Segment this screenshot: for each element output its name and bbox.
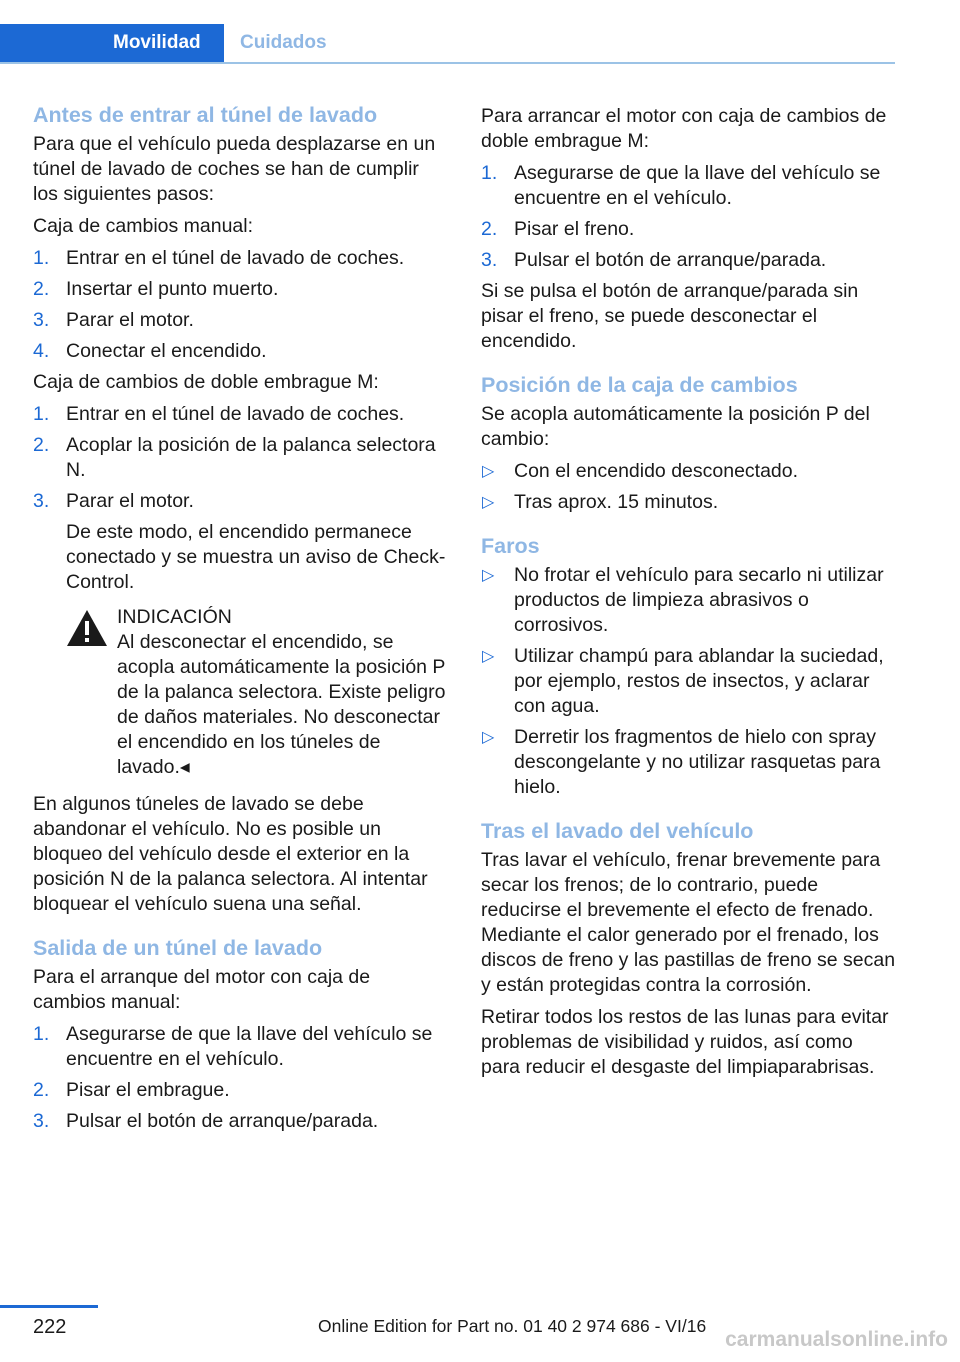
step-number: 2.	[33, 278, 50, 300]
tab-movilidad[interactable]: Movilidad	[0, 24, 224, 62]
step-text: Insertar el punto muerto.	[66, 278, 279, 300]
warning-triangle-icon	[66, 609, 108, 647]
step-text: Conectar el encendido.	[66, 340, 267, 362]
start-dct-steps-list	[481, 161, 896, 273]
paragraph: Para que el vehículo pueda desplazarse en un túnel de lavado de coches se han de cumplir los siguientes pasos:	[33, 133, 436, 205]
section-title-entering-wash: Antes de entrar al túnel de lavado	[33, 103, 378, 127]
edition-footer: Online Edition for Part no. 01 40 2 974 686 - VI/16	[318, 1316, 707, 1336]
list-item	[33, 1078, 448, 1103]
triangle-right-icon: ▷	[482, 648, 495, 665]
list-item	[481, 459, 896, 484]
paragraph: Se acopla automáticamente la posición P del cambio:	[481, 403, 870, 450]
paragraph: En algunos túneles de lavado se debe abandonar el vehículo. No es posible un bloqueo del vehículo desde el exterior en la posición N de la palanca selectora. Al intentar bloquear el vehículo suena una señal.	[33, 793, 428, 915]
list-item	[33, 246, 448, 271]
section-title-headlights: Faros	[481, 534, 540, 558]
list-item	[33, 402, 448, 427]
warning-title: INDICACIÓN	[117, 606, 232, 628]
paragraph: Retirar todos los restos de las lunas para evitar problemas de visibilidad y ruidos, así como para reducir el desgaste del limpiaparabrisas.	[481, 1006, 889, 1078]
step-number: 1.	[33, 1023, 50, 1045]
step-text: Acoplar la posición de la palanca selectora N.	[66, 434, 436, 481]
item-text: Utilizar champú para ablandar la suciedad, por ejemplo, restos de insectos, y aclarar con agua.	[514, 645, 884, 717]
step-number: 3.	[33, 1110, 50, 1132]
list-item	[33, 433, 448, 483]
header-bar	[0, 24, 895, 64]
step-number: 2.	[33, 1079, 50, 1101]
step-number: 3.	[481, 249, 498, 271]
page-number: 222	[33, 1316, 67, 1338]
item-text: Derretir los fragmentos de hielo con spray descongelante y no utilizar rasquetas para hielo.	[514, 726, 881, 798]
step-number: 1.	[33, 403, 50, 425]
list-item	[481, 217, 896, 242]
item-text: No frotar el vehículo para secarlo ni utilizar productos de limpieza abrasivos o corrosivos.	[514, 564, 884, 636]
step-text: Asegurarse de que la llave del vehículo se encuentre en el vehículo.	[514, 162, 881, 209]
list-item	[33, 339, 448, 364]
section-title-after-wash: Tras el lavado del vehículo	[481, 819, 754, 843]
list-item	[481, 644, 896, 719]
step-text: Pulsar el botón de arranque/parada.	[66, 1110, 379, 1132]
step-text: Pisar el embrague.	[66, 1079, 230, 1101]
step-number: 2.	[33, 434, 50, 456]
paragraph: Tras lavar el vehículo, frenar brevemente para secar los frenos; de lo contrario, puede reducirse el brevemente el efecto de frenado. Mediante el calor generado por el frenado, los discos de freno y las pastillas de freno se secan y están protegidas contra la corrosión.	[481, 849, 896, 996]
list-item	[481, 161, 896, 211]
item-text: Tras aprox. 15 minutos.	[514, 491, 719, 513]
right-column	[481, 100, 896, 1087]
step-text: Pulsar el botón de arranque/parada.	[514, 249, 827, 271]
step-text: Entrar en el túnel de lavado de coches.	[66, 403, 405, 425]
tab-cuidados[interactable]: Cuidados	[240, 32, 327, 53]
list-item	[33, 1022, 448, 1072]
triangle-right-icon: ▷	[482, 729, 495, 746]
gear-position-list	[481, 459, 896, 515]
paragraph: Si se pulsa el botón de arranque/parada sin pisar el freno, se puede desconectar el encendido.	[481, 280, 859, 352]
step-text: Pisar el freno.	[514, 218, 635, 240]
step-number: 2.	[481, 218, 498, 240]
step-number: 3.	[33, 490, 50, 512]
page-number-rule	[0, 1305, 98, 1308]
dct-steps-list	[33, 402, 448, 595]
paragraph: Caja de cambios manual:	[33, 215, 254, 237]
paragraph: Caja de cambios de doble embrague M:	[33, 371, 379, 393]
item-text: Con el encendido desconectado.	[514, 460, 799, 482]
step-number: 1.	[33, 247, 50, 269]
step-note: De este modo, el encendido permanece conectado y se muestra un aviso de Check-Control.	[66, 521, 446, 593]
left-column	[33, 100, 448, 1140]
watermark: carmanualsonline.info	[725, 1328, 948, 1351]
list-item	[481, 725, 896, 800]
step-text: Parar el motor.	[66, 490, 194, 512]
paragraph: Para el arranque del motor con caja de cambios manual:	[33, 966, 371, 1013]
paragraph: Para arrancar el motor con caja de cambios de doble embrague M:	[481, 105, 887, 152]
list-item	[481, 248, 896, 273]
step-text: Entrar en el túnel de lavado de coches.	[66, 247, 405, 269]
headlights-list	[481, 563, 896, 800]
list-item	[481, 490, 896, 515]
step-number: 4.	[33, 340, 50, 362]
step-text: Parar el motor.	[66, 309, 194, 331]
list-item	[33, 308, 448, 333]
triangle-right-icon: ▷	[482, 463, 495, 480]
triangle-right-icon: ▷	[482, 567, 495, 584]
section-title-gear-position: Posición de la caja de cambios	[481, 373, 798, 397]
list-item	[33, 1109, 448, 1134]
warning-box	[66, 605, 448, 780]
step-text: Asegurarse de que la llave del vehículo se encuentre en el vehículo.	[66, 1023, 433, 1070]
step-number: 3.	[33, 309, 50, 331]
step-number: 1.	[481, 162, 498, 184]
list-item	[481, 563, 896, 638]
manual-steps-list	[33, 246, 448, 364]
triangle-right-icon: ▷	[482, 494, 495, 511]
start-manual-steps-list	[33, 1022, 448, 1134]
list-item	[33, 489, 448, 595]
warning-text: Al desconectar el encendido, se acopla automáticamente la posición P de la palanca selectora. Existe peligro de daños materiales. No desconectar el encendido en los túneles de lavado.◂	[117, 631, 446, 778]
list-item	[33, 277, 448, 302]
section-title-leaving-wash: Salida de un túnel de lavado	[33, 936, 323, 960]
